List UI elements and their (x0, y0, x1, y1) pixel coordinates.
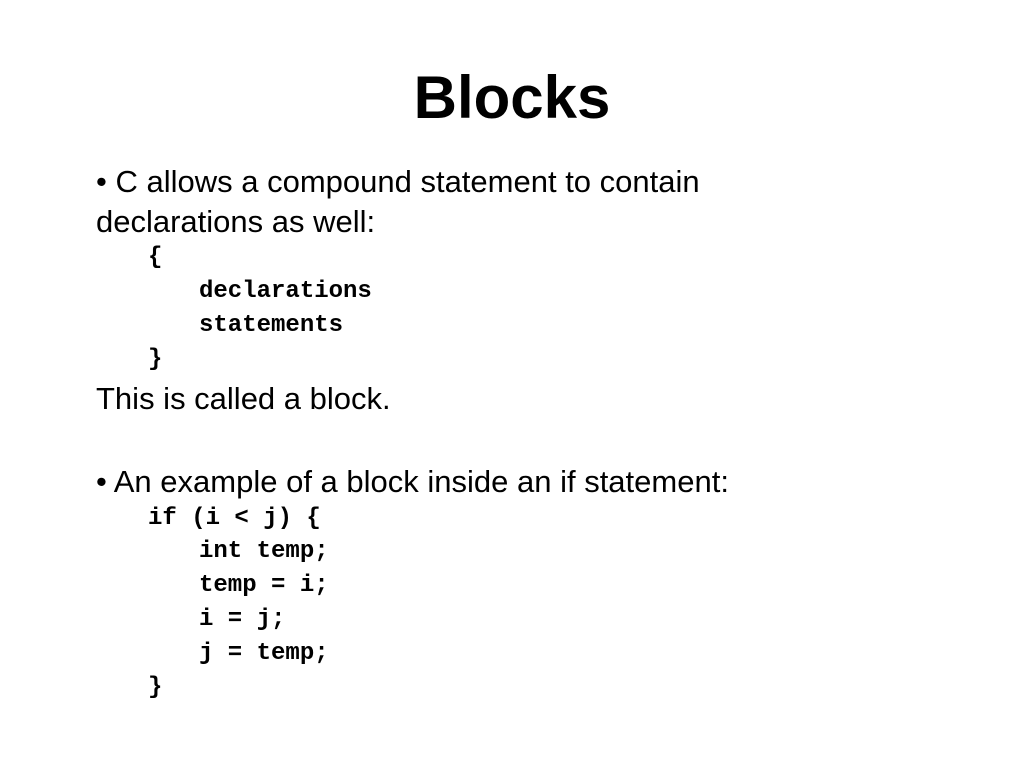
called-block-text: This is called a block. (96, 381, 391, 416)
bullet-compound-statement-line-1: • C allows a compound statement to contain (96, 164, 700, 199)
code-close-brace: } (148, 346, 163, 373)
bullet-if-example: • An example of a block inside an if statement: (96, 464, 729, 499)
bullet-compound-statement-line-2: declarations as well: (96, 204, 376, 239)
code-if-line: if (i < j) { (148, 505, 321, 532)
code-if-close-brace: } (148, 674, 163, 701)
code-i-assign: i = j; (199, 606, 286, 633)
code-temp-assign: temp = i; (199, 572, 329, 599)
slide-title: Blocks (413, 64, 611, 131)
code-declarations: declarations (199, 278, 372, 305)
code-open-brace: { (148, 244, 163, 271)
code-int-temp: int temp; (199, 538, 329, 565)
code-j-assign: j = temp; (199, 640, 329, 667)
code-statements: statements (199, 312, 344, 339)
